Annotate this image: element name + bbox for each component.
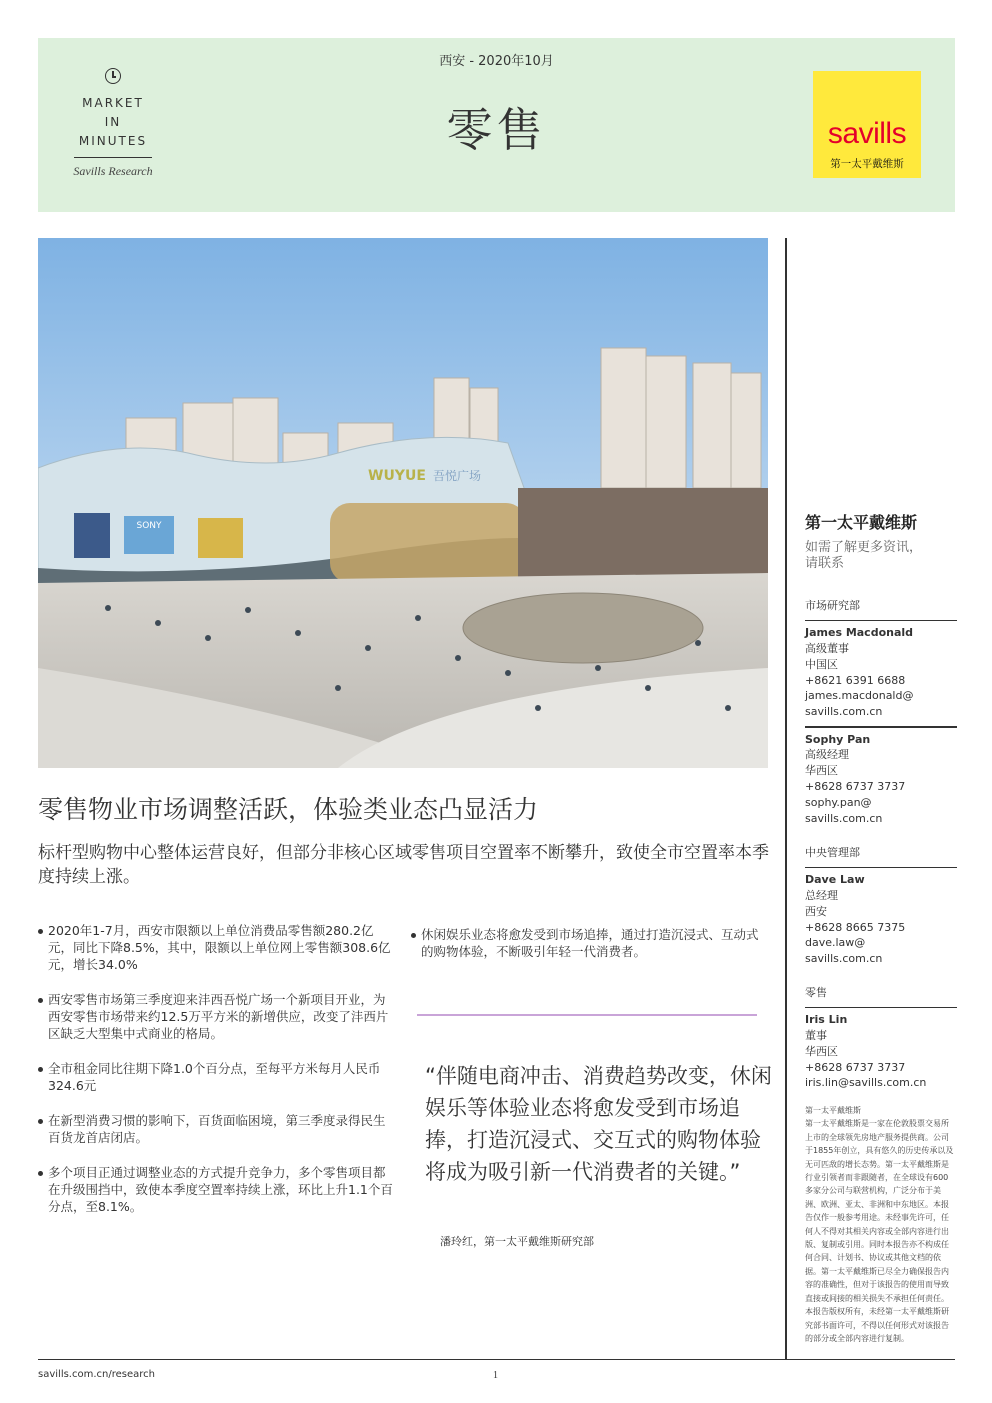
sidebar-rule [805, 620, 957, 622]
bullet-item: 全市租金同比往期下降1.0个百分点，至每平方米每月人民币324.6元 [38, 1060, 393, 1094]
dept-label: 市场研究部 [805, 599, 860, 612]
page-number: 1 [493, 1370, 498, 1381]
mim-line3: MINUTES [78, 134, 148, 148]
contact-email-domain[interactable]: savills.com.cn [805, 705, 883, 719]
contact-phone: +8628 8665 7375 [805, 920, 906, 934]
contact-region: 华西区 [805, 1044, 838, 1058]
contact-region: 华西区 [805, 764, 838, 778]
mim-subtitle: Savills Research [73, 164, 153, 178]
contact-region: 中国区 [805, 657, 838, 671]
bullet-item: 多个项目正通过调整业态的方式提升竞争力，多个零售项目都在升级围挡中，致使本季度空置率持续上涨，环比上升1.1个百分点，至8.1%。 [38, 1164, 393, 1215]
contact-title: 高级经理 [805, 748, 849, 762]
contact-phone: +8628 6737 3737 [805, 1060, 906, 1074]
sidebar-group-central [805, 845, 957, 967]
dept-label: 零售 [805, 986, 827, 999]
contact-phone: +8621 6391 6688 [805, 673, 906, 687]
contact-phone: +8628 6737 3737 [805, 779, 906, 793]
sidebar-rule [805, 867, 957, 869]
mim-line2: IN [104, 115, 122, 129]
contact-title: 总经理 [805, 889, 838, 903]
footer-rule [38, 1359, 955, 1360]
sidebar-group-retail [805, 985, 957, 1091]
sidebar-rule [805, 726, 957, 728]
clock-icon [105, 68, 121, 84]
contact-name: Dave Law [805, 873, 865, 887]
contact-name: Sophy Pan [805, 732, 871, 746]
quote-attribution: 潘玲红，第一太平戴维斯研究部 [440, 1235, 594, 1248]
bullet-item: 在新型消费习惯的影响下，百货面临困境，第三季度录得民生百货龙首店闭店。 [38, 1112, 393, 1146]
sidebar-disclaimer [805, 1104, 955, 1345]
contact-email[interactable]: dave.law@ [805, 936, 866, 950]
left-bullet-list [38, 922, 393, 1215]
contact-email[interactable]: james.macdonald@ [805, 689, 914, 703]
bullet-item: 西安零售市场第三季度迎来沣西吾悦广场一个新项目开业，为西安零售市场带来约12.5万平方米的新增供应，改变了沣西片区缺乏大型集中式商业的格局。 [38, 991, 393, 1042]
contact-title: 董事 [805, 1029, 827, 1043]
article-standfirst: 标杆型购物中心整体运营良好，但部分非核心区域零售项目空置率不断攀升，致使全市空置率本季度持续上涨。 [38, 843, 769, 887]
article-headline: 零售物业市场调整活跃，体验类业态凸显活力 [38, 795, 539, 824]
contact-name: Iris Lin [805, 1013, 848, 1027]
bullet-item: 休闲娱乐业态将愈发受到市场追捧，通过打造沉浸式、互动式的购物体验，不断吸引年轻一代消费者。 [411, 926, 761, 960]
sidebar-brand-block [805, 512, 957, 572]
disclaimer-text: 第一太平戴维斯是一家在伦敦股票交易所上市的全球领先房地产服务提供商。公司于1855年创立，具有悠久的历史传承以及无可匹敌的增长态势。第一太平戴维斯是行业引领者而非跟随者，在全球设有600多家分公司与联营机构，广泛分布于美洲、欧洲、亚太、非洲和中东地区。本报告仅作一般参考用途。未经事先许可，任何人不得对其相关内容或全部内容进行出版、复制或引用。同时本报告亦不构成任何合同、计划书、协议或其他文档的依据。第一太平戴维斯已尽全力确保报告内容的准确性，但对于该报告的使用而导致直接或间接的相关损失不承担任何责任。本报告版权所有，未经第一太平戴维斯研究部书面许可，不得以任何形式对该报告的部分或全部内容进行复制。 [805, 1119, 954, 1343]
sidebar-rule [805, 1007, 957, 1009]
mim-line1: MARKET [82, 96, 144, 110]
header-band [38, 38, 955, 212]
sidebar-group-research [805, 598, 957, 826]
savills-wordmark: savills [827, 117, 907, 150]
report-title: 零售 [446, 103, 547, 157]
right-bullet-list [411, 926, 761, 960]
contact-email-domain[interactable]: savills.com.cn [805, 952, 883, 966]
sidebar-contact-line2: 请联系 [805, 556, 845, 571]
sidebar-contact-line1: 如需了解更多资讯， [805, 540, 923, 555]
sidebar-brand: 第一太平戴维斯 [805, 513, 918, 532]
left-column [38, 922, 393, 1233]
contact-name: James Macdonald [805, 626, 914, 640]
hero-image [38, 238, 768, 768]
dept-label: 中央管理部 [805, 846, 860, 859]
savills-logo [813, 71, 921, 178]
billboard-text: SONY [136, 521, 162, 531]
savills-cn-name: 第一太平戴维斯 [830, 158, 904, 170]
disclaimer-title: 第一太平戴维斯 [805, 1106, 861, 1115]
quote-divider [417, 1014, 757, 1016]
contact-region: 西安 [805, 904, 827, 918]
right-column [411, 926, 761, 978]
bullet-item: 2020年1-7月，西安市限额以上单位消费品零售额280.2亿元，同比下降8.5%，其中，限额以上单位网上零售额308.6亿元，增长34.0% [38, 922, 393, 973]
pull-quote: “伴随电商冲击、消费趋势改变，休闲娱乐等体验业态将愈发受到市场追捧，打造沉浸式、交互式的购物体验将成为吸引新一代消费者的关键。” [425, 1064, 772, 1184]
report-date: 西安 - 2020年10月 [439, 54, 554, 69]
mall-sign-brand: WUYUE [368, 468, 426, 484]
contact-email[interactable]: sophy.pan@ [805, 795, 872, 809]
mall-illustration [38, 238, 768, 768]
contact-email[interactable]: iris.lin@savills.com.cn [805, 1076, 927, 1090]
sidebar-divider [785, 238, 787, 1360]
footer-url[interactable]: savills.com.cn/research [38, 1369, 155, 1380]
contact-email-domain[interactable]: savills.com.cn [805, 811, 883, 825]
contact-title: 高级董事 [805, 642, 849, 656]
mall-sign-cn: 吾悦广场 [433, 469, 482, 483]
